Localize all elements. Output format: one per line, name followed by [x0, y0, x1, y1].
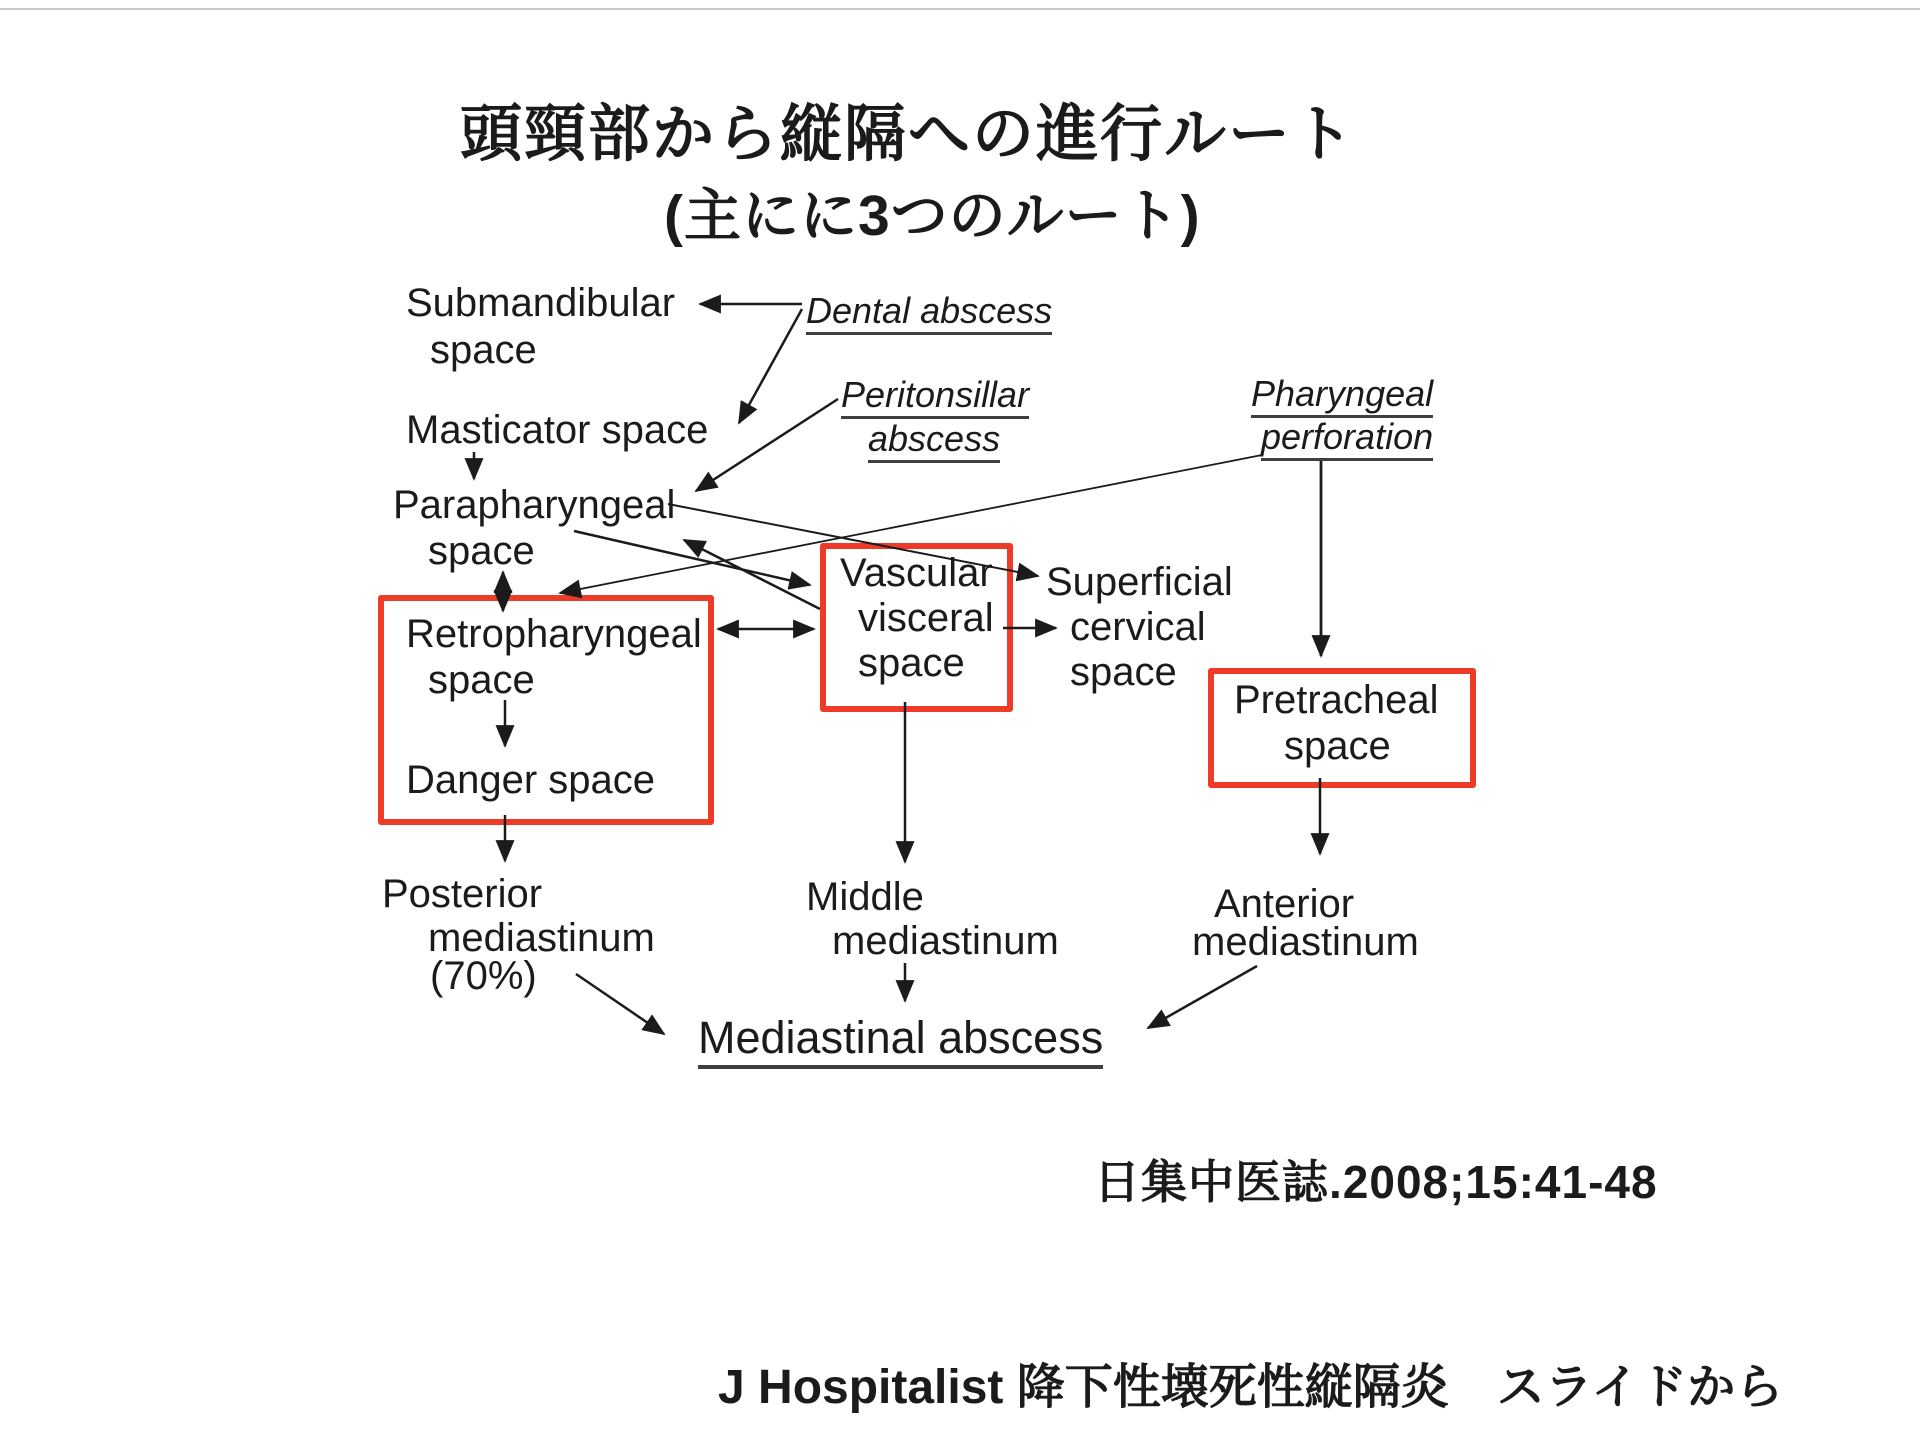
node-anterior-line2: mediastinum	[1192, 920, 1419, 964]
node-parapharyngeal-line2: space	[428, 529, 535, 573]
node-vascular-line2: visceral	[858, 596, 994, 640]
node-superficial-line2: cervical	[1070, 605, 1206, 649]
node-submandibular-line2: space	[430, 328, 537, 372]
slide-title-line1: 頭頸部から縦隔への進行ルート	[460, 100, 1357, 169]
node-anterior-line1: Anterior	[1214, 882, 1355, 926]
node-mediastinal-abscess: Mediastinal abscess	[698, 1015, 1103, 1069]
arrow-dental-to-masticator	[739, 309, 802, 423]
node-danger-space: Danger space	[406, 758, 656, 802]
node-middle-line2: mediastinum	[832, 919, 1059, 963]
caption: J Hospitalist 降下性壊死性縦隔炎 スライドから	[718, 1361, 1784, 1414]
node-posterior-line2: mediastinum	[428, 916, 655, 960]
arrow-anterior-to-mediastinal-abscess	[1148, 966, 1257, 1028]
arrow-posterior-to-mediastinal-abscess	[576, 974, 664, 1034]
node-retropharyngeal-line1: Retropharyngeal	[406, 612, 702, 656]
arrow-peritonsillar-to-parapharyngeal	[696, 399, 838, 491]
slide-title-line2: (主にに3つのルート)	[664, 184, 1201, 248]
arrow-parapharyngeal-to-vascular-visceral	[574, 531, 810, 585]
node-pretracheal-line1: Pretracheal	[1234, 678, 1439, 722]
node-submandibular-line1: Submandibular	[406, 281, 676, 325]
node-parapharyngeal-line1: Parapharyngeal	[393, 483, 676, 527]
source-peritonsillar-line2: abscess	[868, 421, 1000, 463]
node-superficial-line1: Superficial	[1046, 560, 1233, 604]
node-vascular-line1: Vascular	[840, 551, 993, 595]
source-dental-abscess: Dental abscess	[806, 293, 1052, 335]
citation: 日集中医誌.2008;15:41-48	[1094, 1156, 1658, 1208]
node-middle-line1: Middle	[806, 875, 924, 919]
node-masticator: Masticator space	[406, 408, 709, 452]
node-retropharyngeal-line2: space	[428, 658, 535, 702]
node-vascular-line3: space	[858, 641, 965, 685]
node-posterior-line1: Posterior	[382, 872, 543, 916]
arrow-vascular-visceral-to-parapharyngeal	[684, 540, 820, 609]
source-pharyngeal-line2: perforation	[1261, 419, 1433, 461]
node-posterior-line3: (70%)	[430, 954, 537, 998]
source-pharyngeal-line1: Pharyngeal	[1251, 376, 1433, 418]
node-pretracheal-line2: space	[1284, 724, 1391, 768]
node-superficial-line3: space	[1070, 650, 1177, 694]
source-peritonsillar-line1: Peritonsillar	[841, 377, 1029, 419]
